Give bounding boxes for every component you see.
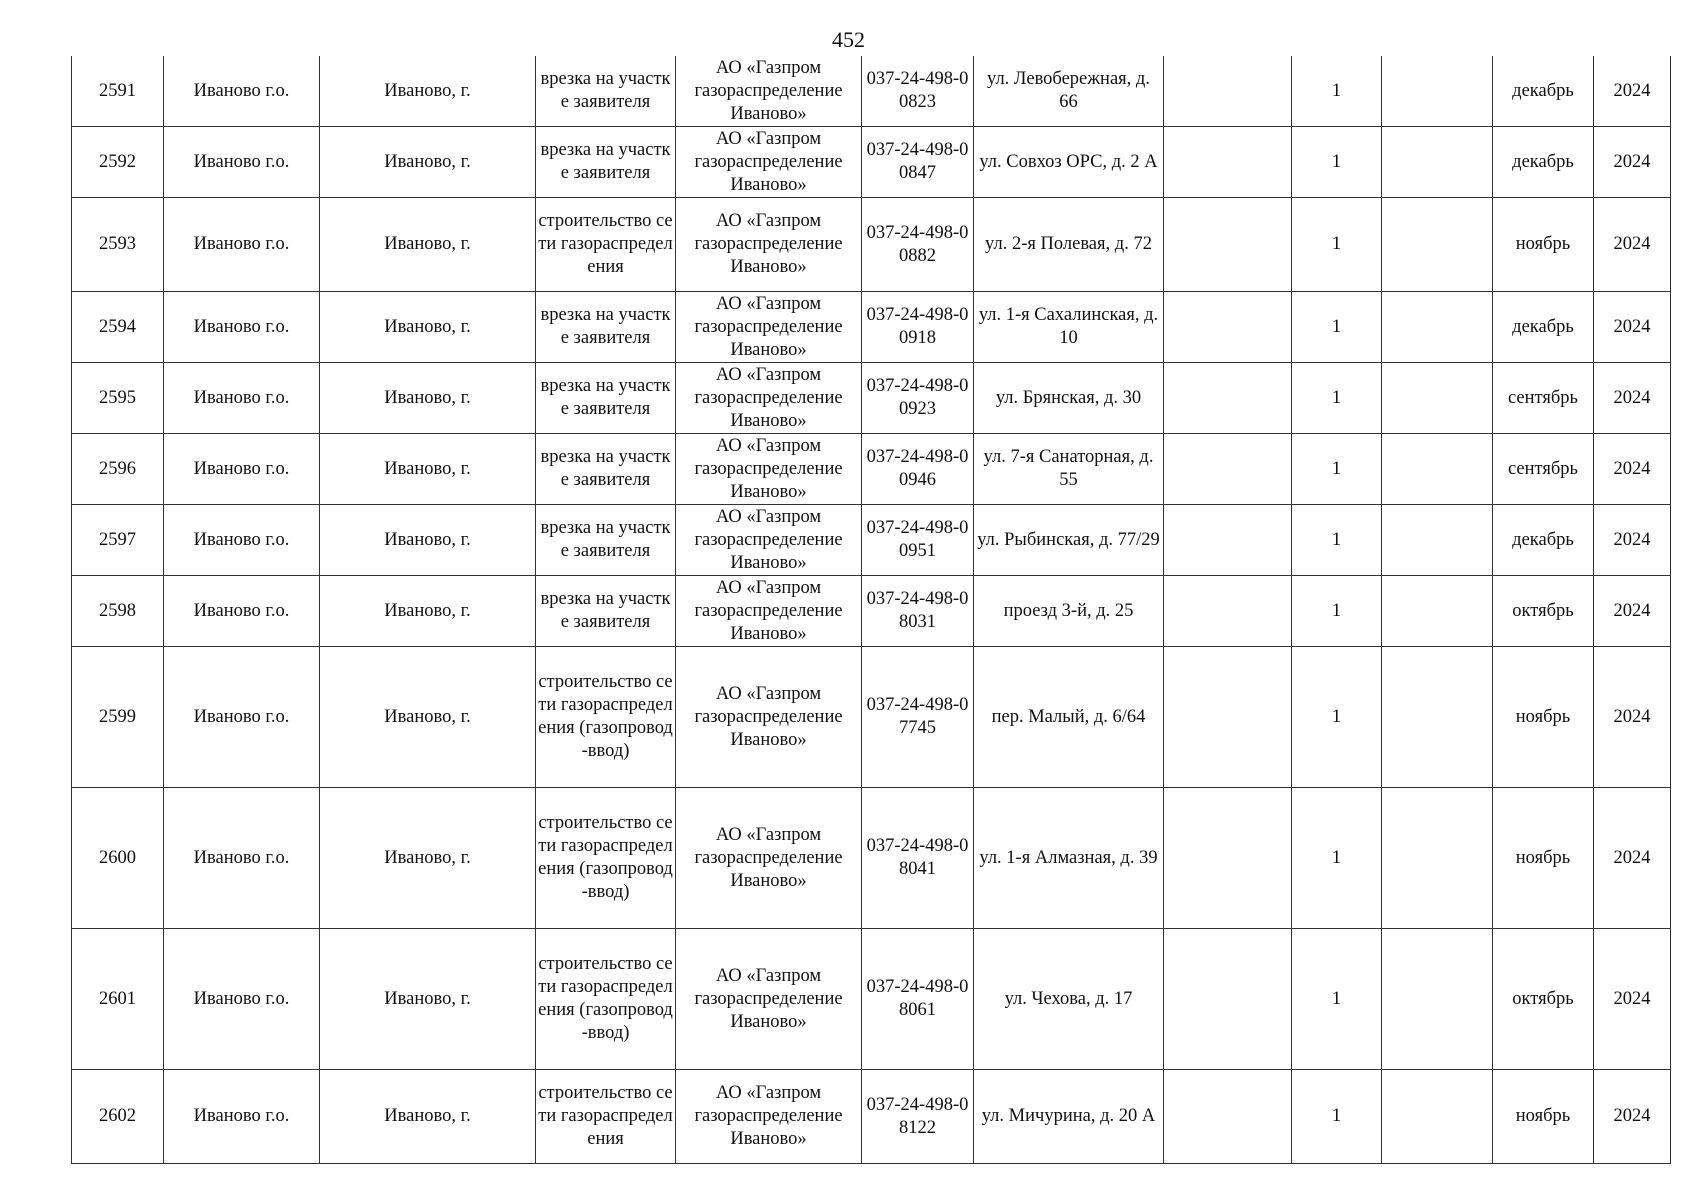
municipality-cell: Иваново г.о.	[164, 56, 320, 127]
month-cell: ноябрь	[1493, 788, 1594, 929]
municipality-cell: Иваново г.о.	[164, 127, 320, 198]
empty-cell	[1164, 505, 1292, 576]
address-cell: ул. Левобережная, д. 66	[974, 56, 1164, 127]
empty-cell	[1164, 56, 1292, 127]
settlement-cell: Иваново, г.	[320, 292, 536, 363]
empty-cell	[1382, 788, 1493, 929]
work-type-cell: врезка на участке заявителя	[536, 127, 676, 198]
year-cell: 2024	[1594, 434, 1671, 505]
settlement-cell: Иваново, г.	[320, 198, 536, 292]
quantity-cell: 1	[1292, 505, 1382, 576]
operator-cell: АО «Газпром газораспределение Иваново»	[676, 1070, 862, 1164]
municipality-cell: Иваново г.о.	[164, 292, 320, 363]
row-number: 2594	[72, 292, 164, 363]
empty-cell	[1164, 576, 1292, 647]
application-id-cell: 037-24-498-00946	[862, 434, 974, 505]
empty-cell	[1164, 198, 1292, 292]
operator-cell: АО «Газпром газораспределение Иваново»	[676, 788, 862, 929]
operator-cell: АО «Газпром газораспределение Иваново»	[676, 929, 862, 1070]
settlement-cell: Иваново, г.	[320, 647, 536, 788]
work-type-cell: врезка на участке заявителя	[536, 292, 676, 363]
application-id-cell: 037-24-498-00923	[862, 363, 974, 434]
year-cell: 2024	[1594, 647, 1671, 788]
year-cell: 2024	[1594, 505, 1671, 576]
row-number: 2596	[72, 434, 164, 505]
empty-cell	[1382, 505, 1493, 576]
settlement-cell: Иваново, г.	[320, 788, 536, 929]
quantity-cell: 1	[1292, 434, 1382, 505]
application-id-cell: 037-24-498-00882	[862, 198, 974, 292]
empty-cell	[1382, 56, 1493, 127]
settlement-cell: Иваново, г.	[320, 929, 536, 1070]
work-type-cell: строительство сети газораспределения (газопровод-ввод)	[536, 929, 676, 1070]
municipality-cell: Иваново г.о.	[164, 647, 320, 788]
year-cell: 2024	[1594, 198, 1671, 292]
address-cell: ул. Брянская, д. 30	[974, 363, 1164, 434]
year-cell: 2024	[1594, 127, 1671, 198]
operator-cell: АО «Газпром газораспределение Иваново»	[676, 292, 862, 363]
work-type-cell: строительство сети газораспределения	[536, 198, 676, 292]
work-type-cell: врезка на участке заявителя	[536, 505, 676, 576]
municipality-cell: Иваново г.о.	[164, 198, 320, 292]
empty-cell	[1382, 292, 1493, 363]
work-type-cell: врезка на участке заявителя	[536, 363, 676, 434]
settlement-cell: Иваново, г.	[320, 56, 536, 127]
table-row	[72, 788, 1671, 929]
row-number: 2601	[72, 929, 164, 1070]
municipality-cell: Иваново г.о.	[164, 788, 320, 929]
table-row	[72, 1070, 1671, 1164]
application-id-cell: 037-24-498-00951	[862, 505, 974, 576]
empty-cell	[1164, 1070, 1292, 1164]
row-number: 2600	[72, 788, 164, 929]
settlement-cell: Иваново, г.	[320, 1070, 536, 1164]
month-cell: декабрь	[1493, 292, 1594, 363]
empty-cell	[1382, 929, 1493, 1070]
address-cell: ул. Совхоз ОРС, д. 2 А	[974, 127, 1164, 198]
year-cell: 2024	[1594, 363, 1671, 434]
quantity-cell: 1	[1292, 127, 1382, 198]
settlement-cell: Иваново, г.	[320, 505, 536, 576]
operator-cell: АО «Газпром газораспределение Иваново»	[676, 363, 862, 434]
municipality-cell: Иваново г.о.	[164, 505, 320, 576]
municipality-cell: Иваново г.о.	[164, 576, 320, 647]
empty-cell	[1382, 647, 1493, 788]
quantity-cell: 1	[1292, 198, 1382, 292]
application-id-cell: 037-24-498-07745	[862, 647, 974, 788]
municipality-cell: Иваново г.о.	[164, 1070, 320, 1164]
empty-cell	[1164, 292, 1292, 363]
address-cell: ул. Чехова, д. 17	[974, 929, 1164, 1070]
month-cell: декабрь	[1493, 127, 1594, 198]
settlement-cell: Иваново, г.	[320, 363, 536, 434]
address-cell: ул. 2-я Полевая, д. 72	[974, 198, 1164, 292]
table-row	[72, 505, 1671, 576]
operator-cell: АО «Газпром газораспределение Иваново»	[676, 576, 862, 647]
empty-cell	[1164, 127, 1292, 198]
work-type-cell: строительство сети газораспределения	[536, 1070, 676, 1164]
month-cell: декабрь	[1493, 56, 1594, 127]
operator-cell: АО «Газпром газораспределение Иваново»	[676, 56, 862, 127]
table-row	[72, 56, 1671, 127]
table-row	[72, 647, 1671, 788]
year-cell: 2024	[1594, 576, 1671, 647]
application-id-cell: 037-24-498-00823	[862, 56, 974, 127]
month-cell: декабрь	[1493, 505, 1594, 576]
municipality-cell: Иваново г.о.	[164, 929, 320, 1070]
year-cell: 2024	[1594, 292, 1671, 363]
quantity-cell: 1	[1292, 647, 1382, 788]
empty-cell	[1382, 576, 1493, 647]
row-number: 2595	[72, 363, 164, 434]
year-cell: 2024	[1594, 929, 1671, 1070]
municipality-cell: Иваново г.о.	[164, 434, 320, 505]
register-table	[71, 56, 1671, 1164]
address-cell: пер. Малый, д. 6/64	[974, 647, 1164, 788]
month-cell: октябрь	[1493, 576, 1594, 647]
quantity-cell: 1	[1292, 1070, 1382, 1164]
table-row	[72, 363, 1671, 434]
empty-cell	[1382, 198, 1493, 292]
row-number: 2598	[72, 576, 164, 647]
row-number: 2597	[72, 505, 164, 576]
application-id-cell: 037-24-498-00918	[862, 292, 974, 363]
settlement-cell: Иваново, г.	[320, 576, 536, 647]
address-cell: ул. Мичурина, д. 20 А	[974, 1070, 1164, 1164]
table-row	[72, 198, 1671, 292]
row-number: 2593	[72, 198, 164, 292]
work-type-cell: врезка на участке заявителя	[536, 56, 676, 127]
empty-cell	[1382, 434, 1493, 505]
operator-cell: АО «Газпром газораспределение Иваново»	[676, 434, 862, 505]
quantity-cell: 1	[1292, 292, 1382, 363]
month-cell: сентябрь	[1493, 363, 1594, 434]
work-type-cell: строительство сети газораспределения (газопровод-ввод)	[536, 647, 676, 788]
page-number: 452	[832, 27, 865, 52]
quantity-cell: 1	[1292, 363, 1382, 434]
application-id-cell: 037-24-498-00847	[862, 127, 974, 198]
row-number: 2602	[72, 1070, 164, 1164]
address-cell: ул. 1-я Сахалинская, д. 10	[974, 292, 1164, 363]
empty-cell	[1164, 929, 1292, 1070]
quantity-cell: 1	[1292, 56, 1382, 127]
quantity-cell: 1	[1292, 929, 1382, 1070]
application-id-cell: 037-24-498-08122	[862, 1070, 974, 1164]
month-cell: ноябрь	[1493, 647, 1594, 788]
municipality-cell: Иваново г.о.	[164, 363, 320, 434]
row-number: 2599	[72, 647, 164, 788]
empty-cell	[1164, 363, 1292, 434]
table-row	[72, 292, 1671, 363]
month-cell: ноябрь	[1493, 198, 1594, 292]
empty-cell	[1382, 363, 1493, 434]
work-type-cell: врезка на участке заявителя	[536, 434, 676, 505]
application-id-cell: 037-24-498-08031	[862, 576, 974, 647]
address-cell: ул. Рыбинская, д. 77/29	[974, 505, 1164, 576]
row-number: 2592	[72, 127, 164, 198]
application-id-cell: 037-24-498-08041	[862, 788, 974, 929]
work-type-cell: врезка на участке заявителя	[536, 576, 676, 647]
year-cell: 2024	[1594, 1070, 1671, 1164]
operator-cell: АО «Газпром газораспределение Иваново»	[676, 505, 862, 576]
year-cell: 2024	[1594, 56, 1671, 127]
address-cell: ул. 1-я Алмазная, д. 39	[974, 788, 1164, 929]
empty-cell	[1164, 434, 1292, 505]
table-row	[72, 434, 1671, 505]
operator-cell: АО «Газпром газораспределение Иваново»	[676, 127, 862, 198]
operator-cell: АО «Газпром газораспределение Иваново»	[676, 647, 862, 788]
work-type-cell: строительство сети газораспределения (газопровод-ввод)	[536, 788, 676, 929]
table-row	[72, 929, 1671, 1070]
quantity-cell: 1	[1292, 788, 1382, 929]
row-number: 2591	[72, 56, 164, 127]
month-cell: ноябрь	[1493, 1070, 1594, 1164]
application-id-cell: 037-24-498-08061	[862, 929, 974, 1070]
year-cell: 2024	[1594, 788, 1671, 929]
empty-cell	[1382, 127, 1493, 198]
empty-cell	[1382, 1070, 1493, 1164]
settlement-cell: Иваново, г.	[320, 127, 536, 198]
table-row	[72, 576, 1671, 647]
table-row	[72, 127, 1671, 198]
empty-cell	[1164, 647, 1292, 788]
address-cell: ул. 7-я Санаторная, д. 55	[974, 434, 1164, 505]
month-cell: сентябрь	[1493, 434, 1594, 505]
quantity-cell: 1	[1292, 576, 1382, 647]
operator-cell: АО «Газпром газораспределение Иваново»	[676, 198, 862, 292]
settlement-cell: Иваново, г.	[320, 434, 536, 505]
month-cell: октябрь	[1493, 929, 1594, 1070]
address-cell: проезд 3-й, д. 25	[974, 576, 1164, 647]
empty-cell	[1164, 788, 1292, 929]
